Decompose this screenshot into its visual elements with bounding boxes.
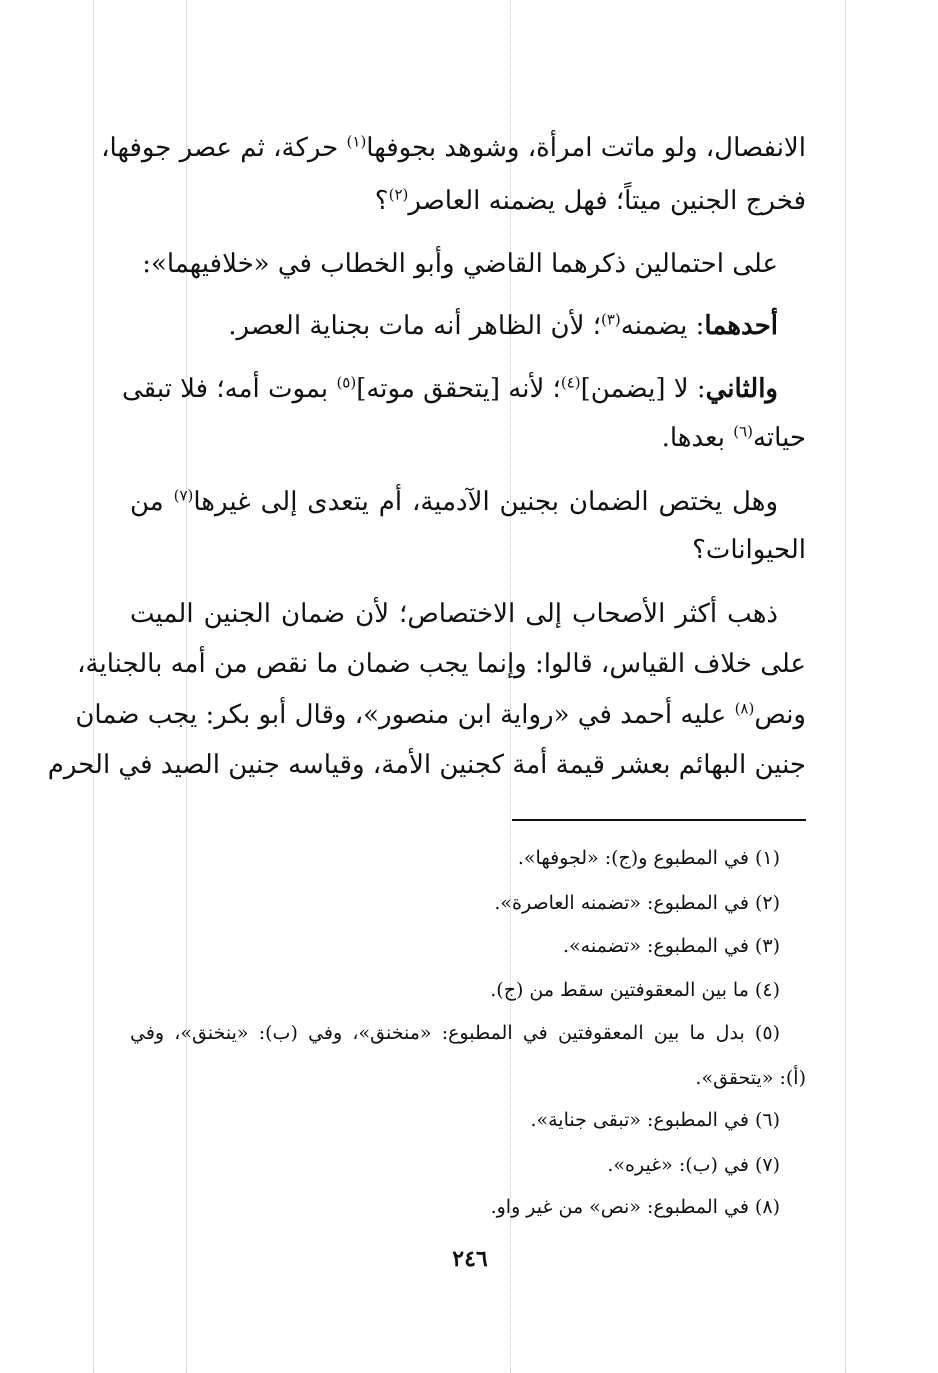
- text-line: [130, 594, 806, 636]
- text-line: [130, 306, 806, 348]
- text-run: حياته: [752, 423, 806, 453]
- text-run: ذهب أكثر الأصحاب إلى الاختصاص؛ لأن ضمان الجنين الميت: [130, 599, 778, 629]
- footnote-line: (١) في المطبوع و(ج): «لجوفها».: [517, 847, 780, 869]
- text-line: [101, 128, 806, 170]
- text-run: الحيوانات؟: [692, 535, 806, 565]
- text-line: [122, 369, 806, 411]
- footnote-ref[interactable]: (٦): [733, 422, 753, 441]
- text-run: بموت أمه؛ فلا تبقى: [122, 374, 337, 404]
- footnote-ref[interactable]: (٨): [734, 699, 755, 718]
- text-line: [77, 644, 806, 686]
- text-line: [130, 530, 806, 572]
- text-run: ؛ لأن الظاهر أنه مات بجناية العصر.: [228, 311, 601, 341]
- text-line: [47, 745, 806, 787]
- scan-guide-line: [845, 0, 846, 1373]
- text-run: : يضمنه: [620, 311, 705, 341]
- footnote-line: (٦) في المطبوع: «تبقى جناية».: [530, 1109, 780, 1131]
- footnote-ref[interactable]: (٥): [336, 373, 357, 392]
- footnote-line: (٢) في المطبوع: «تضمنه العاصرة».: [494, 892, 780, 914]
- text-run: على خلاف القياس، قالوا: وإنما يجب ضمان ما نقص من أمه بالجناية،: [77, 649, 806, 679]
- footnote-separator: [512, 819, 806, 821]
- text-run: : لا [يضمن]: [580, 374, 706, 404]
- text-run: على احتمالين ذكرهما القاضي وأبو الخطاب في «خلافيهما»:: [142, 249, 778, 279]
- text-run: فخرج الجنين ميتاً؛ فهل يضمنه العاصر: [408, 186, 806, 216]
- footnote-line: (٧) في (ب): «غيره».: [607, 1154, 780, 1176]
- text-line: [130, 482, 806, 524]
- text-run: من: [130, 487, 174, 517]
- text-run: ؛ لأنه [يتحقق موته]: [356, 374, 561, 404]
- footnote-ref[interactable]: (٣): [600, 310, 621, 329]
- footnote-line: (٣) في المطبوع: «تضمنه».: [563, 935, 780, 957]
- text-run: وهل يختص الضمان بجنين الآدمية، أم يتعدى إلى غيرها: [193, 487, 779, 517]
- footnote-line: (٥) بدل ما بين المعقوفتين في المطبوع: «منخنق»، وفي (ب): «ينخنق»، وفي: [130, 1022, 780, 1044]
- text-line: [130, 181, 806, 223]
- lead-word: والثاني: [705, 374, 778, 404]
- footnote-ref[interactable]: (٢): [388, 185, 409, 204]
- text-line: [130, 418, 806, 460]
- text-run: بعدها.: [661, 423, 734, 453]
- text-line: [130, 244, 806, 286]
- footnote-ref[interactable]: (٧): [173, 486, 194, 505]
- page-number: ٢٤٦: [452, 1246, 488, 1272]
- scan-guide-line: [93, 0, 94, 1373]
- text-run: عليه أحمد في «رواية ابن منصور»، وقال أبو بكر: يجب ضمان: [75, 700, 735, 730]
- text-run: حركة، ثم عصر جوفها،: [101, 133, 347, 163]
- text-run: جنين البهائم بعشر قيمة أمة كجنين الأمة، وقياسه جنين الصيد في الحرم: [47, 750, 806, 780]
- footnote-line: (٨) في المطبوع: «نص» من غير واو.: [490, 1196, 780, 1218]
- text-run: ؟: [374, 186, 389, 216]
- text-line: [75, 695, 806, 737]
- lead-word: أحدهما: [704, 311, 778, 341]
- footnote-ref[interactable]: (١): [346, 132, 367, 151]
- footnote-line: (أ): «يتحقق».: [695, 1067, 806, 1089]
- footnote-ref[interactable]: (٤): [560, 373, 581, 392]
- footnote-line: (٤) ما بين المعقوفتين سقط من (ج).: [490, 979, 780, 1001]
- text-run: الانفصال، ولو ماتت امرأة، وشوهد بجوفها: [366, 133, 806, 163]
- text-run: ونص: [754, 700, 806, 730]
